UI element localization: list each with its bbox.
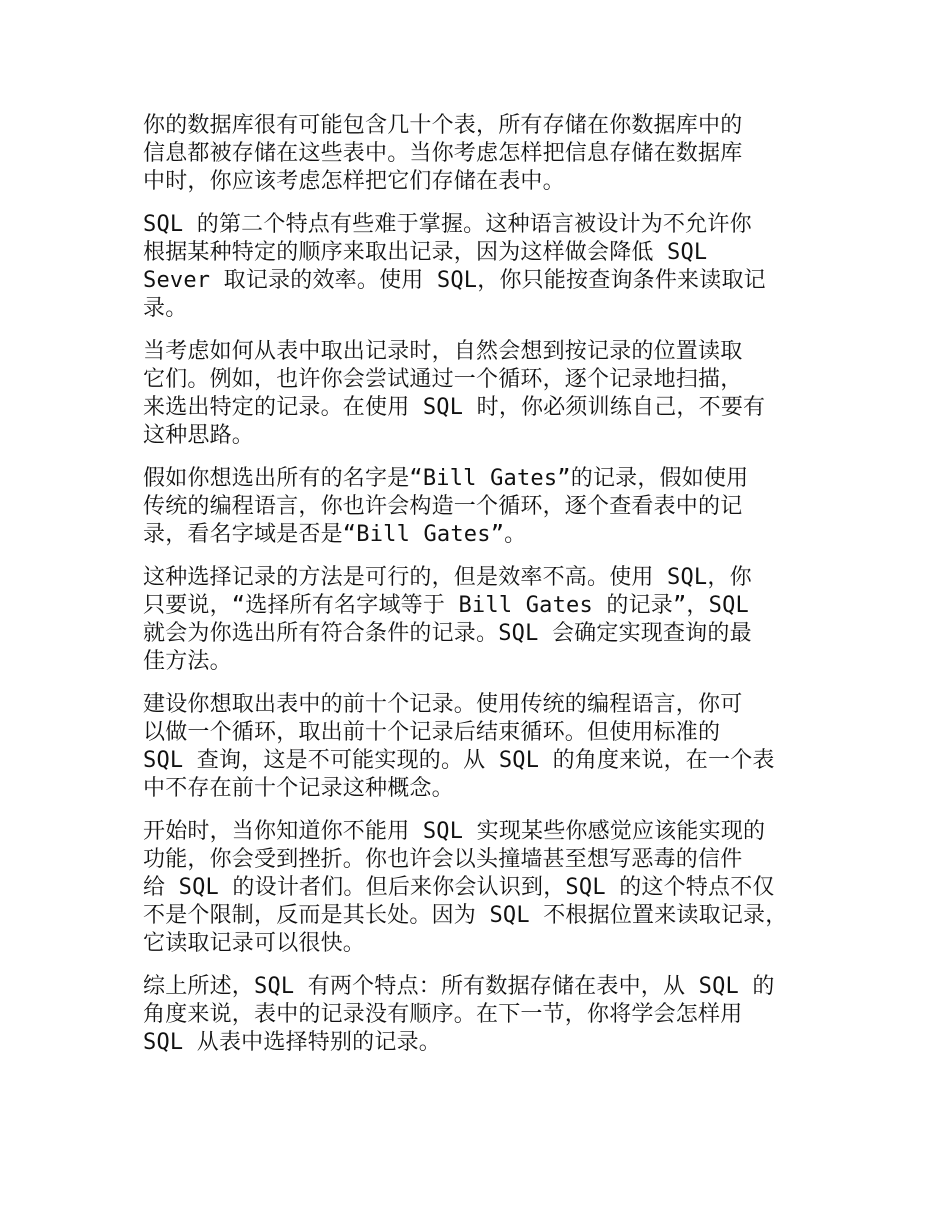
- text-line: 给 SQL 的设计者们。但后来你会认识到，SQL 的这个特点不仅: [143, 875, 775, 900]
- paragraph-8: [143, 973, 833, 1057]
- text-line: 传统的编程语言，你也许会构造一个循环，逐个查看表中的记: [143, 494, 743, 519]
- text-line: 录。: [143, 296, 188, 321]
- text-line: 它们。例如，也许你会尝试通过一个循环，逐个记录地扫描，: [143, 367, 743, 392]
- paragraph-3: [143, 338, 833, 450]
- paragraph-5: [143, 564, 833, 676]
- text-line: 信息都被存储在这些表中。当你考虑怎样把信息存储在数据库: [143, 141, 743, 166]
- text-line: 建设你想取出表中的前十个记录。使用传统的编程语言，你可: [143, 692, 743, 717]
- text-line: 中不存在前十个记录这种概念。: [143, 776, 454, 801]
- text-line: 当考虑如何从表中取出记录时，自然会想到按记录的位置读取: [143, 339, 743, 364]
- text-line: 功能，你会受到挫折。你也许会以头撞墙甚至想写恶毒的信件: [143, 847, 743, 872]
- paragraph-1: [143, 112, 833, 196]
- text-line: 来选出特定的记录。在使用 SQL 时，你必须训练自己，不要有: [143, 395, 766, 420]
- text-line: 你的数据库很有可能包含几十个表，所有存储在你数据库中的: [143, 113, 743, 138]
- text-line: 根据某种特定的顺序来取出记录，因为这样做会降低 SQL: [143, 240, 708, 265]
- text-line: Sever 取记录的效率。使用 SQL，你只能按查询条件来读取记: [143, 268, 766, 293]
- text-line: 只要说，“选择所有名字域等于 Bill Gates 的记录”，SQL: [143, 593, 749, 618]
- text-line: 综上所述，SQL 有两个特点：所有数据存储在表中，从 SQL 的: [143, 974, 775, 999]
- text-line: SQL 的第二个特点有些难于掌握。这种语言被设计为不允许你: [143, 212, 752, 237]
- paragraph-7: [143, 818, 833, 958]
- text-line: 不是个限制，反而是其长处。因为 SQL 不根据位置来读取记录，: [143, 903, 788, 928]
- text-line: SQL 从表中选择特别的记录。: [143, 1030, 441, 1055]
- paragraph-6: [143, 691, 833, 803]
- text-line: 角度来说，表中的记录没有顺序。在下一节，你将学会怎样用: [143, 1002, 743, 1027]
- document-body: [143, 112, 833, 1072]
- paragraph-4: [143, 465, 833, 549]
- text-line: 佳方法。: [143, 649, 232, 674]
- text-line: 这种选择记录的方法是可行的，但是效率不高。使用 SQL，你: [143, 565, 752, 590]
- paragraph-2: [143, 211, 833, 323]
- text-line: 它读取记录可以很快。: [143, 931, 366, 956]
- text-line: 以做一个循环，取出前十个记录后结束循环。但使用标准的: [143, 720, 721, 745]
- text-line: 就会为你选出所有符合条件的记录。SQL 会确定实现查询的最: [143, 621, 752, 646]
- text-line: 开始时，当你知道你不能用 SQL 实现某些你感觉应该能实现的: [143, 819, 766, 844]
- text-line: 中时，你应该考虑怎样把它们存储在表中。: [143, 169, 565, 194]
- text-line: SQL 查询，这是不可能实现的。从 SQL 的角度来说，在一个表: [143, 748, 775, 773]
- text-line: 假如你想选出所有的名字是“Bill Gates”的记录，假如使用: [143, 466, 749, 491]
- text-line: 录，看名字域是否是“Bill Gates”。: [143, 522, 527, 547]
- text-line: 这种思路。: [143, 423, 255, 448]
